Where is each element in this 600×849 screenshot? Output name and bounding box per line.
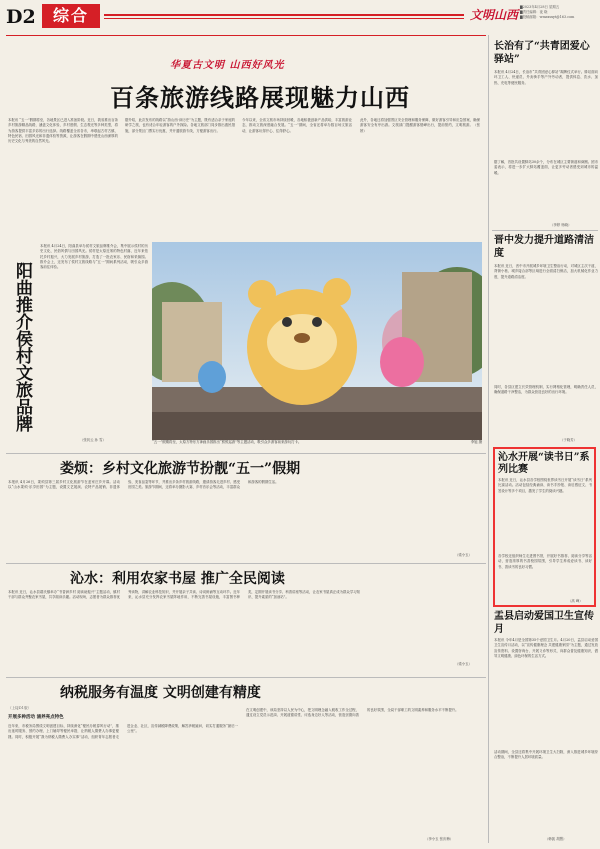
side-article-title: 阳曲推介侯村文旅品牌 xyxy=(12,262,32,432)
column-divider xyxy=(488,35,489,843)
photo-illustration xyxy=(152,242,482,440)
header-rule xyxy=(104,14,464,16)
festival-photo xyxy=(152,242,482,440)
tax-title: 纳税服务有温度 文明创建有精度 xyxy=(60,685,261,701)
photo-caption xyxy=(152,440,482,445)
right-article-3-text: 本报讯 近日，沁水县各学校围绕世界读书日开展“读书日”系列比赛活动。活动包括经典诵读、读书手抄报、读后感征文、书签设计等多个项目，激发了学生的阅读兴趣。 xyxy=(498,478,592,493)
qinshui-title: 沁水：利用农家书屋 推广全民阅读 xyxy=(70,571,285,587)
issue-date: ▇2023年4月28日 星期五 xyxy=(520,5,560,9)
section-rule-3 xyxy=(6,677,486,678)
right-article-1-text: 本报讯 4月24日，长治市“共青团爱心驿站”揭牌仪式举行。驿站面向环卫工人、快递员、外卖骑手等户外劳动者，提供休息、饮水、加热、充电等便民服务。 xyxy=(494,70,598,85)
qinshui-text: 本报讯 近日，沁水县端氏镇举办“书香润乡村 阅读助振兴”主题活动，镇村干部与群众齐聚农家书屋，共享阅读乐趣。活动现场，志愿者为群众推荐优秀读物，讲解农业科技知识，并开展亲子共读、诗词朗诵等互动环节。近年来，沁水县充分发挥农家书屋阵地作用，不断完善书屋设施，丰富图书种类，定期开展读书分享、科普讲座等活动，让农家书屋真正成为群众学习知识、提升素质的“加油站”。 xyxy=(8,590,360,600)
right-article-1-byline: （李婷 杨晓） xyxy=(550,223,572,227)
qinshui-byline: （梁小玉） xyxy=(455,662,472,666)
loufan-title: 娄烦：乡村文化旅游节扮靓“五一”假期 xyxy=(60,461,301,477)
masthead-logo: 文明山西 xyxy=(470,8,519,22)
tax-subhead: 开展多种活动 涵养亮点特色 xyxy=(8,715,64,720)
tax-text: 近年来，市税务局围绕文明创建目标，持续深化“便民办税春风行动”，推出延时服务、预约办理、上门辅导等便民举措，让纳税人缴费人办事更便捷。同时，积极开展“我为纳税人缴费人办实事”活动，组织青年志愿者走进企业、社区，宣传减税降费政策，解答涉税疑问，切实打通服务“最后一公里”。 xyxy=(8,724,238,739)
right-article-2-byline: （于晓芳） xyxy=(560,438,577,442)
page-code: D2 xyxy=(6,6,36,28)
section-label: 综合 xyxy=(42,4,100,28)
editor: ▇责任编辑：夜 晓 xyxy=(520,10,548,14)
section-rule-2 xyxy=(6,563,486,564)
main-article-col-3: 今年以来，全省文旅市场持续回暖，各地积极创新产品供给，丰富旅游业态，推动文旅深度融合发展。“五一”期间，全省还将举办数百场文旅活动，让游客玩得开心、住得舒心。 xyxy=(242,118,352,133)
section-rule xyxy=(6,453,486,454)
photo-credit: 李旭 摄 xyxy=(470,440,482,444)
header-rule-thin xyxy=(104,18,464,19)
right-article-3-text-2: 各学校还组织师生走进图书馆，开展好书推荐、阅读分享等活动，营造浓厚的书香校园氛围，引导学生养成爱读书、读好书、善读书的良好习惯。 xyxy=(498,554,592,569)
side-article-text: 本报讯 4月24日，阳曲县举办侯村文旅品牌推介会，集中展示侯村的历史文化、民俗风情与田园风光。侯村是太原近郊的特色村落，近年来依托乡村振兴，大力发展乡村旅游，打造了一批农家乐、民宿和采摘园。推介会上，还发布了侯村文旅线路与“五一”期间系列活动，吸引众多游客前往体验。 xyxy=(40,244,148,270)
loufan-byline: （梁小玉） xyxy=(455,553,472,557)
right-article-3-byline: （高 峰） xyxy=(568,599,583,603)
photo-caption-text: “五一”假期将至，太原方特东方神画乐园推出“熊熊巡游”等主题活动，吸引众多游客前来游玩打卡。 xyxy=(152,440,302,444)
right-article-4-text-2: 活动期间，全县还将集中开展环境卫生大扫除，深入推进城乡环境综合整治，不断提升人居环境质量。 xyxy=(494,750,598,760)
tax-byline: （李小玉 张庆梅） xyxy=(425,837,454,841)
right-rule-1 xyxy=(492,230,598,231)
tax-text-2: 在文明创建中，该局坚持以人民为中心，把文明理念融入税收工作全过程，通过设立党员示范岗、开展道德讲堂、评选身边好人等活动，营造崇德向善的良好氛围，全局干部职工的文明素养和服务水平不断提升。 xyxy=(246,708,459,718)
banner: 华夏古文明 山西好风光 xyxy=(170,60,285,71)
right-article-2-title: 晋中发力提升道路清洁度 xyxy=(494,235,594,259)
main-title: 百条旅游线路展现魅力山西 xyxy=(110,83,410,112)
right-article-2-text-2: 同时，各县区建立长效管理机制，实行网格化管理，明确责任人员，确保道路干净整洁，为群众营造良好的出行环境。 xyxy=(494,385,598,395)
main-article-col-2: 据介绍，此次发布的线路以“游山西·读历史”为主题，既有适合亲子家庭的研学之旅，也有适合年轻游客的户外探险。各地文旅部门同步推出惠民措施，部分景区门票实行优惠，并开通旅游专线，方便游客出行。 xyxy=(125,118,235,133)
top-rule xyxy=(6,35,486,36)
side-article-byline: （张钊云 孙 雪） xyxy=(80,438,106,442)
tax-kicker: （上接D1版） xyxy=(8,706,32,710)
email: ▇投稿邮箱：wmsxsxyt@163.com xyxy=(520,15,575,19)
main-article-col-4: 此外，各地还将加强景区安全管理和服务保障，做好游客引导和应急预案，确保游客安全有序出游。文旅部门提醒游客错峰出行，提前预约，文明旅游。（张 婷） xyxy=(360,118,480,133)
right-article-4-byline: （韩凯 胡慧） xyxy=(545,837,567,841)
loufan-text: 本报讯 4月26日，娄烦县第三届乡村文化旅游节在盖家庄乡开幕。活动以“山水娄烦·乐享田园”为主题，设置文艺展演、农特产品展销、非遗体验、美食品鉴等环节，并推出多条乡村旅游线路，邀请游客走进乡村、感受田园之美。旅游节期间，还将举办摄影大赛、乡村音乐会等活动，丰富群众和游客的假期生活。 xyxy=(8,480,279,490)
right-article-1-title: 长治有了“共青团爱心驿站” xyxy=(494,41,590,65)
right-article-4-text: 本报讯 今年4月是全国第35个爱国卫生月。4月20日，盂县启动爱国卫生宣传月活动，以“宣传健康理念 共建健康家园”为主题，通过发放宣传资料、设置咨询台、开展义诊等形式，向群众普及健康知识，倡导文明健康、绿色环保的生活方式。 xyxy=(494,638,598,658)
main-article-col-1: 本报讯 “五一”假期将至，各地景区已进入准备阶段。近日，我省推出百条乡村旅游精品线路，涵盖文化体验、乡村度假、生态观光等多种类型，将为游客提供丰富多彩的出行选择。线路覆盖全省各市，串联起古村古镇、特色民宿、田园风光和非遗体验等资源，让游客在假期中感受山西深厚的历史文化与秀美的自然风光。 xyxy=(8,118,118,144)
right-article-1-text-2: 据了解，首批共设置驿站30余个，分布在城区主要街道和商圈。团市委表示，将进一步扩大驿站覆盖面，让更多劳动者感受到城市的温暖。 xyxy=(494,160,598,175)
right-article-3-title: 沁水开展“读书日”系列比赛 xyxy=(498,452,590,475)
masthead-info xyxy=(520,5,598,20)
right-article-2-text: 本报讯 近日，晋中市开展城乡环境卫生整治行动，对城区主次干道、背街小巷、城乡接合部等区域进行全面清扫保洁，加大机械化作业力度，提升道路清洁度。 xyxy=(494,264,598,279)
right-article-4-title: 盂县启动爱国卫生宣传月 xyxy=(494,611,594,635)
